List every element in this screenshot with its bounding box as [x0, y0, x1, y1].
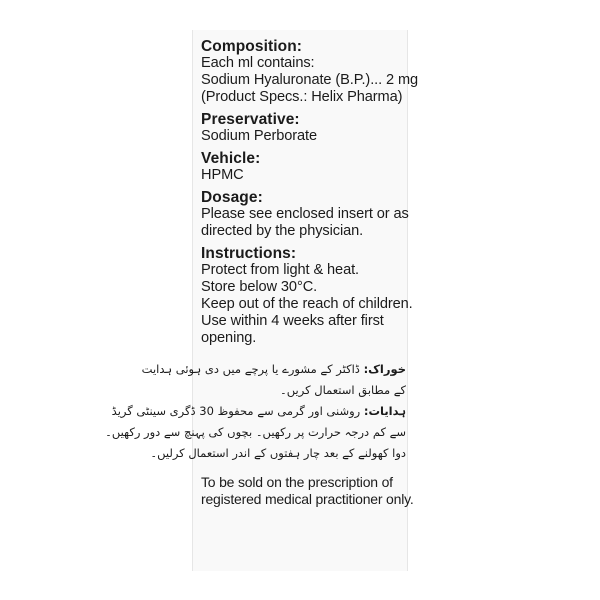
- composition-line: (Product Specs.: Helix Pharma): [201, 89, 403, 105]
- urdu-instructions-label: ہدایات:: [363, 404, 406, 418]
- instructions-section: [201, 245, 413, 347]
- urdu-dosage-line: [141, 359, 406, 380]
- dosage-line: Please see enclosed insert or as: [201, 206, 409, 222]
- urdu-dosage-line: کے مطابق استعمال کریں۔: [280, 383, 406, 397]
- instructions-line: Keep out of the reach of children.: [201, 296, 413, 312]
- instructions-line: Store below 30°C.: [201, 279, 318, 295]
- urdu-instructions-text: روشنی اور گرمی سے محفوظ 30 ڈگری سینٹی گریڈ: [111, 404, 361, 418]
- urdu-dosage-label: خوراک:: [363, 362, 406, 376]
- composition-line: Sodium Hyaluronate (B.P.)... 2 mg: [201, 72, 419, 88]
- vehicle-line: HPMC: [201, 167, 244, 183]
- urdu-dosage-text: ڈاکٹر کے مشورے یا پرچے میں دی ہوئی ہدایت: [141, 362, 360, 376]
- prescription-line: registered medical practitioner only.: [201, 491, 414, 507]
- composition-line: Each ml contains:: [201, 55, 315, 71]
- prescription-line: To be sold on the prescription of: [201, 474, 393, 490]
- instructions-line: Protect from light & heat.: [201, 262, 360, 278]
- urdu-instructions-line: دوا کھولنے کے بعد چار ہفتوں کے اندر استعمال کرلیں۔: [150, 446, 406, 460]
- urdu-instructions-line: سے کم درجہ حرارت پر رکھیں۔ بچوں کی پہنچ سے دور رکھیں۔: [105, 425, 406, 439]
- preservative-heading: Preservative:: [201, 111, 300, 128]
- urdu-section: [105, 359, 406, 464]
- preservative-section: [201, 111, 406, 145]
- prescription-notice: [201, 474, 414, 508]
- instructions-heading: Instructions:: [201, 245, 297, 262]
- dosage-section: [201, 189, 409, 240]
- composition-heading: Composition:: [201, 38, 303, 55]
- composition-section: [201, 38, 419, 106]
- instructions-line: opening.: [201, 330, 257, 346]
- preservative-line: Sodium Perborate: [201, 128, 318, 144]
- urdu-instructions-line: [111, 401, 406, 422]
- vehicle-section: [201, 150, 406, 184]
- vehicle-heading: Vehicle:: [201, 150, 261, 167]
- label-content: [105, 38, 419, 508]
- dosage-heading: Dosage:: [201, 189, 263, 206]
- instructions-line: Use within 4 weeks after first: [201, 313, 384, 329]
- dosage-line: directed by the physician.: [201, 223, 364, 239]
